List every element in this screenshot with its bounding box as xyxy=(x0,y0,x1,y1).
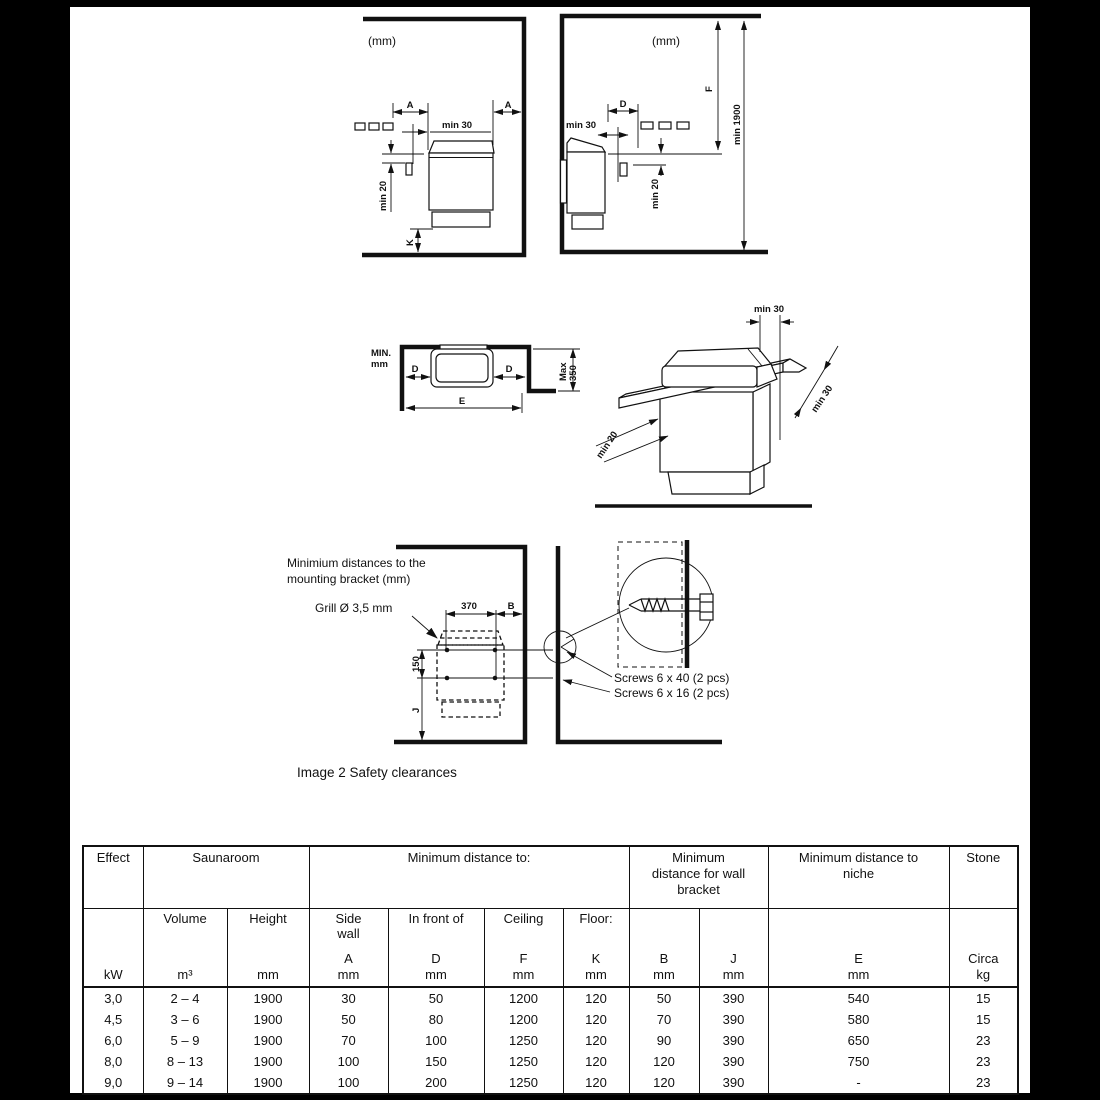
magnifier-circle xyxy=(619,558,713,652)
column-header-stone: Circa kg xyxy=(949,909,1018,988)
grill-label: Grill Ø 3,5 mm xyxy=(315,601,393,615)
mounting-hole xyxy=(493,648,498,653)
table-cell: 1200 xyxy=(484,987,563,1009)
table-cell: 1250 xyxy=(484,1072,563,1094)
column-header-e: E mm xyxy=(768,909,949,988)
table-cell: 80 xyxy=(388,1009,484,1030)
group-header-wall-bracket: Minimum distance for wall bracket xyxy=(629,846,768,909)
figure-caption: Image 2 Safety clearances xyxy=(297,765,457,780)
bracket-title-line1: Minimium distances to the xyxy=(287,556,426,570)
table-cell: 390 xyxy=(699,1009,768,1030)
sensor-box xyxy=(620,163,627,176)
front-view-diagram xyxy=(355,19,524,255)
table-cell: 70 xyxy=(629,1009,699,1030)
niche-min-label: MIN. xyxy=(371,348,392,359)
table-row xyxy=(83,1072,1018,1094)
perspective-min30-top-label: min 30 xyxy=(753,304,785,315)
table-body xyxy=(83,987,1018,1094)
table-cell: 100 xyxy=(309,1051,388,1072)
side-view-diagram xyxy=(561,16,769,252)
mounting-hole xyxy=(493,676,498,681)
column-header-side-wall: Side wall A mm xyxy=(309,909,388,988)
table-cell: 390 xyxy=(699,987,768,1009)
column-header-floor: Floor: K mm xyxy=(563,909,629,988)
table-cell: 100 xyxy=(388,1030,484,1051)
table-cell: 120 xyxy=(563,1072,629,1094)
side-view-min1900-label: min 1900 xyxy=(732,104,743,145)
table-cell: 150 xyxy=(388,1051,484,1072)
column-header-in-front: In front of D mm xyxy=(388,909,484,988)
side-view-dim-f: F xyxy=(704,86,715,92)
screws-label-1: Screws 6 x 40 (2 pcs) xyxy=(614,671,730,685)
table-cell: 90 xyxy=(629,1030,699,1051)
niche-dim-max: Max xyxy=(558,362,569,381)
table-cell: 23 xyxy=(976,1075,991,1090)
table-cell: 50 xyxy=(388,987,484,1009)
front-view-dim-a-right: A xyxy=(504,100,512,111)
table-cell: 390 xyxy=(699,1051,768,1072)
table-cell: 1900 xyxy=(227,1072,309,1094)
table-cell: 3 – 6 xyxy=(143,1009,227,1030)
niche-dim-d-left: D xyxy=(411,364,419,375)
table-cell: 1250 xyxy=(484,1030,563,1051)
bracket-dim-150: 150 xyxy=(411,656,422,672)
heater-side-base xyxy=(572,215,603,229)
bracket-dim-j: J xyxy=(411,707,422,713)
niche-mm-label: mm xyxy=(371,359,388,370)
group-header-saunaroom: Saunaroom xyxy=(143,846,309,909)
table-cell: 1900 xyxy=(227,1051,309,1072)
niche-dim-d-right: D xyxy=(505,364,513,375)
mounting-bracket-diagram xyxy=(287,540,729,742)
table-cell: 1900 xyxy=(227,987,309,1009)
vent-slot xyxy=(641,122,653,129)
column-header-ceiling: Ceiling F mm xyxy=(484,909,563,988)
screws-label-2: Screws 6 x 16 (2 pcs) xyxy=(614,686,730,700)
table-cell: 540 xyxy=(768,987,949,1009)
table-cell: 23 xyxy=(976,1033,991,1048)
mounting-hole xyxy=(445,676,450,681)
heater-3d-side xyxy=(753,384,770,472)
perspective-min20-label: min 20 xyxy=(594,429,621,461)
table-cell: 15 xyxy=(976,991,991,1006)
front-view-min30-label: min 30 xyxy=(442,120,473,131)
table-cell: 390 xyxy=(699,1030,768,1051)
column-header-height: Height mm xyxy=(227,909,309,988)
front-view-dim-a-left: A xyxy=(406,100,414,111)
table-cell: 750 xyxy=(768,1051,949,1072)
table-row xyxy=(83,1009,1018,1030)
side-view-min20-label: min 20 xyxy=(650,178,661,209)
side-view-units-label: (mm) xyxy=(652,34,680,48)
table-cell: 4,5 xyxy=(83,1009,143,1030)
column-header-effect: kW xyxy=(83,909,143,988)
heater-side-lid xyxy=(567,138,605,152)
group-header-min-distance: Minimum distance to: xyxy=(309,846,629,909)
table-cell: 9,0 xyxy=(83,1072,143,1094)
column-header-volume: Volume m³ xyxy=(143,909,227,988)
guard-rail-end xyxy=(783,359,806,372)
group-header-niche: Minimum distance to niche xyxy=(768,846,949,909)
heater-3d-lid-front xyxy=(662,366,757,387)
bracket-dim-370: 370 xyxy=(461,601,477,612)
vent-slot xyxy=(383,123,393,130)
niche-top-view-diagram xyxy=(371,345,580,413)
safety-clearance-figure xyxy=(70,7,1030,845)
table-cell: 580 xyxy=(768,1009,949,1030)
table-cell: 120 xyxy=(629,1072,699,1094)
table-cell: 5 – 9 xyxy=(143,1030,227,1051)
vent-slot xyxy=(355,123,365,130)
perspective-min30-side-label: min 30 xyxy=(809,383,836,415)
heater-side-body xyxy=(567,152,605,213)
heater-front-base xyxy=(432,212,490,227)
table-cell: 1250 xyxy=(484,1051,563,1072)
table-cell: 120 xyxy=(629,1051,699,1072)
vent-slot xyxy=(659,122,671,129)
vent-slot xyxy=(369,123,379,130)
table-cell: 2 – 4 xyxy=(143,987,227,1009)
table-row xyxy=(83,987,1018,1009)
table-cell: 3,0 xyxy=(83,987,143,1009)
table-cell: - xyxy=(768,1072,949,1094)
table-cell: 8,0 xyxy=(83,1051,143,1072)
bracket-dim-b: B xyxy=(507,601,515,612)
front-view-min20-label: min 20 xyxy=(378,180,389,211)
table-cell: 50 xyxy=(309,1009,388,1030)
wall-bracket-tab xyxy=(561,160,567,203)
table-cell: 120 xyxy=(563,1009,629,1030)
sensor-box xyxy=(406,163,412,175)
table-cell: 70 xyxy=(309,1030,388,1051)
heater-3d-body xyxy=(660,392,753,472)
vent-slot xyxy=(677,122,689,129)
perspective-view-diagram xyxy=(594,304,838,506)
side-view-min30-label: min 30 xyxy=(566,120,597,131)
column-header-j: J mm xyxy=(699,909,768,988)
clearance-table xyxy=(82,845,1019,1095)
table-cell: 650 xyxy=(768,1030,949,1051)
table-cell: 1200 xyxy=(484,1009,563,1030)
table-cell: 23 xyxy=(976,1054,991,1069)
table-cell: 1900 xyxy=(227,1030,309,1051)
table-cell: 8 – 13 xyxy=(143,1051,227,1072)
table-cell: 9 – 14 xyxy=(143,1072,227,1094)
mounting-hole xyxy=(445,648,450,653)
table-cell: 390 xyxy=(699,1072,768,1094)
table-cell: 120 xyxy=(563,1030,629,1051)
column-header-b: B mm xyxy=(629,909,699,988)
table-cell: 15 xyxy=(976,1012,991,1027)
screw-drawing xyxy=(629,594,713,620)
niche-dim-e: E xyxy=(458,396,466,407)
front-view-units-label: (mm) xyxy=(368,34,396,48)
front-view-dim-k: K xyxy=(405,239,416,246)
table-cell: 50 xyxy=(629,987,699,1009)
table-row xyxy=(83,1051,1018,1072)
table-cell: 120 xyxy=(563,1051,629,1072)
heater-top-inner xyxy=(436,354,488,382)
niche-dim-350: 350 xyxy=(568,365,579,381)
table-cell: 6,0 xyxy=(83,1030,143,1051)
side-view-dim-d: D xyxy=(619,99,627,110)
table-cell: 30 xyxy=(309,987,388,1009)
table-cell: 120 xyxy=(563,987,629,1009)
group-header-stone: Stone xyxy=(949,846,1018,909)
table-row xyxy=(83,1030,1018,1051)
table-cell: 1900 xyxy=(227,1009,309,1030)
heater-front-body xyxy=(429,153,493,210)
table-cell: 200 xyxy=(388,1072,484,1094)
heater-3d-base xyxy=(668,472,750,494)
table-cell: 100 xyxy=(309,1072,388,1094)
group-header-effect: Effect xyxy=(83,846,143,909)
heater-front-lid xyxy=(429,141,494,153)
bracket-title-line2: mounting bracket (mm) xyxy=(287,572,411,586)
